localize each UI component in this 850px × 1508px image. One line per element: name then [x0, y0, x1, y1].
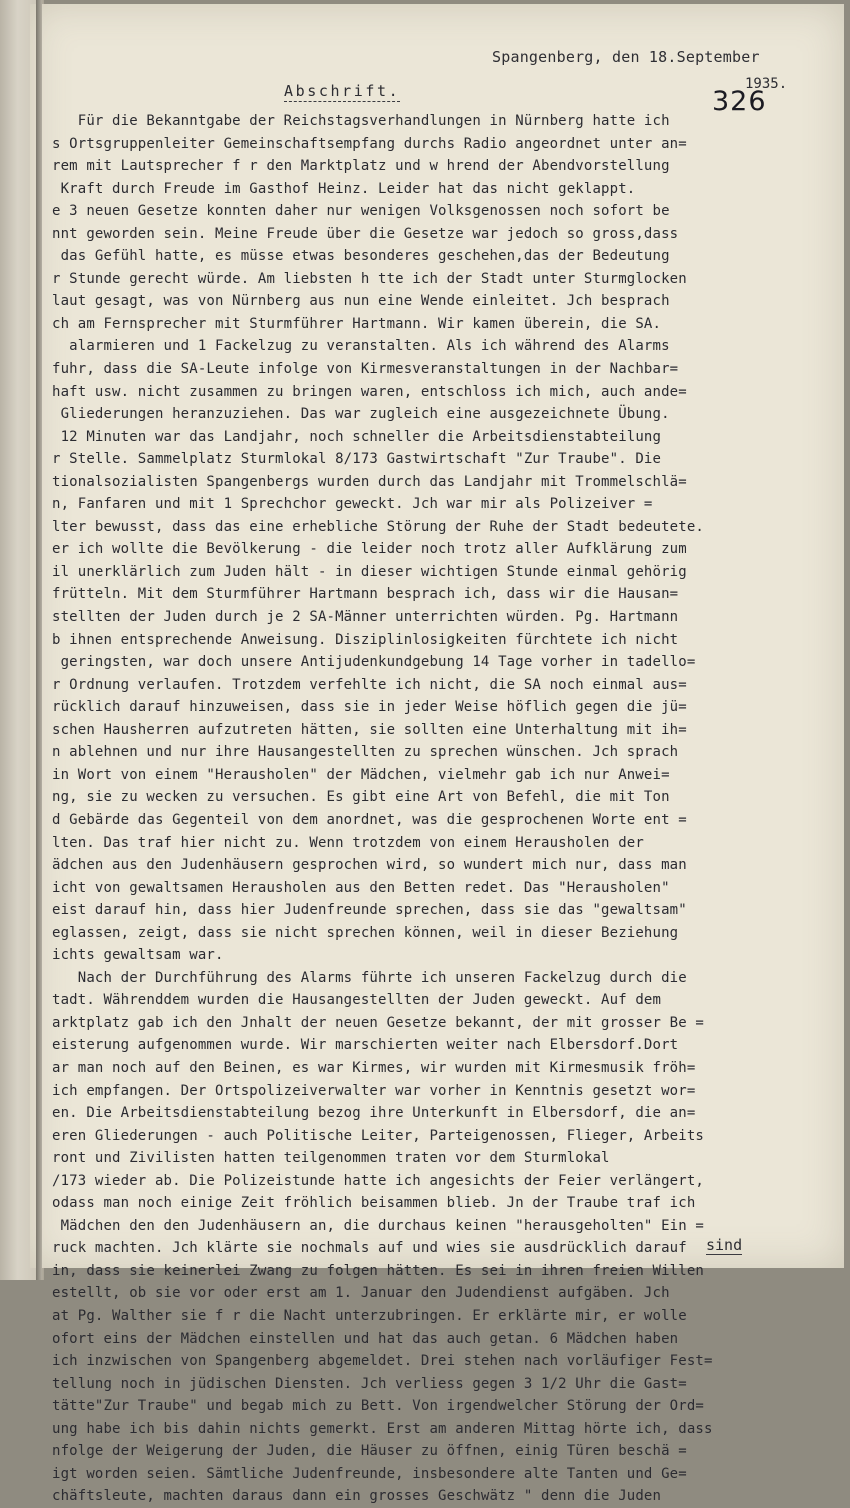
binding-strip	[36, 0, 42, 1280]
text-line: Kraft durch Freude im Gasthof Heinz. Leider hat das nicht geklappt.	[52, 180, 636, 197]
text-line: e 3 neuen Gesetze konnten daher nur wenigen Volksgenossen noch sofort be	[52, 203, 670, 220]
text-line: Gliederungen heranzuziehen. Das war zugleich eine ausgezeichnete Übung.	[52, 406, 670, 423]
text-line: s Ortsgruppenleiter Gemeinschaftsempfang durchs Radio angeordnet unter an=	[52, 135, 687, 152]
text-line: geringsten, war doch unsere Antijudenkundgebung 14 Tage vorher in tadello=	[52, 654, 696, 671]
text-line: ar man noch auf den Beinen, es war Kirmes, wir wurden mit Kirmesmusik fröh=	[52, 1059, 696, 1076]
text-line: tadt. Währenddem wurden die Hausangestellten der Juden geweckt. Auf dem	[52, 992, 662, 1009]
text-line: tätte"Zur Traube" und begab mich zu Bett. Von irgendwelcher Störung der Ord=	[52, 1398, 704, 1415]
year: 1935.	[745, 76, 788, 92]
text-line: eglassen, zeigt, dass sie nicht sprechen können, weil in dieser Beziehung	[52, 924, 679, 941]
text-line: Mädchen den den Judenhäusern an, die durchaus keinen "herausgeholten" Ein =	[52, 1217, 704, 1234]
text-line: ch am Fernsprecher mit Sturmführer Hartmann. Wir kamen überein, die SA.	[52, 315, 662, 332]
text-line: ädchen aus den Judenhäusern gesprochen wird, so wundert mich nur, dass man	[52, 857, 687, 874]
text-line: ofort eins der Mädchen einstellen und hat das auch getan. 6 Mädchen haben	[52, 1330, 679, 1347]
text-line: ung habe ich bis dahin nichts gemerkt. Erst am anderen Mittag hörte ich, dass	[52, 1420, 713, 1437]
text-line: haft usw. nicht zusammen zu bringen waren, entschloss ich mich, auch ande=	[52, 383, 687, 400]
text-line: n ablehnen und nur ihre Hausangestellten zu sprechen wünschen. Jch sprach	[52, 744, 679, 761]
text-line: ich inzwischen von Spangenberg abgemeldet. Drei stehen nach vorläufiger Fest=	[52, 1353, 713, 1370]
text-line: r Stelle. Sammelplatz Sturmlokal 8/173 Gastwirtschaft "Zur Traube". Die	[52, 451, 662, 468]
text-line: /173 wieder ab. Die Polizeistunde hatte ich angesichts der Feier verlängert,	[52, 1172, 704, 1189]
text-line: arktplatz gab ich den Jnhalt der neuen Gesetze bekannt, der mit grosser Be =	[52, 1014, 704, 1031]
body-text	[52, 110, 836, 1508]
catchword: sind	[706, 1236, 743, 1254]
text-line: in, dass sie keinerlei Zwang zu folgen hätten. Es sei in ihren freien Willen	[52, 1262, 704, 1279]
text-line: r Stunde gerecht würde. Am liebsten h tte ich der Stadt unter Sturmglocken	[52, 270, 687, 287]
text-line: ruck machten. Jch klärte sie nochmals auf und wies sie ausdrücklich darauf	[52, 1240, 687, 1257]
text-line: laut gesagt, was von Nürnberg aus nun eine Wende einleitet. Jch besprach	[52, 293, 670, 310]
text-line: at Pg. Walther sie f r die Nacht unterzubringen. Er erklärte mir, er wolle	[52, 1307, 687, 1324]
text-line: b ihnen entsprechende Anweisung. Disziplinlosigkeiten fürchtete ich nicht	[52, 631, 679, 648]
text-line: estellt, ob sie vor oder erst am 1. Januar den Judendienst aufgäben. Jch	[52, 1285, 670, 1302]
text-line: n, Fanfaren und mit 1 Sprechchor geweckt. Jch war mir als Polizeiver =	[52, 496, 653, 513]
text-line: schen Hausherren aufzutreten hätten, sie sollten eine Unterhaltung mit ih=	[52, 721, 687, 738]
text-line: odass man noch einige Zeit fröhlich beisammen blieb. Jn der Traube traf ich	[52, 1195, 696, 1212]
text-line: ront und Zivilisten hatten teilgenommen traten vor dem Sturmlokal	[52, 1150, 610, 1167]
text-line: lter bewusst, dass das eine erhebliche Störung der Ruhe der Stadt bedeutete.	[52, 518, 704, 535]
text-line: stellten der Juden durch je 2 SA-Männer unterrichten würden. Pg. Hartmann	[52, 609, 679, 626]
text-line: er ich wollte die Bevölkerung - die leider noch trotz aller Aufklärung zum	[52, 541, 687, 558]
document-title: Abschrift.	[284, 82, 401, 100]
text-line: eisterung aufgenommen wurde. Wir marschierten weiter nach Elbersdorf.Dort	[52, 1037, 679, 1054]
text-line: nfolge der Weigerung der Juden, die Häuser zu öffnen, einig Türen beschä =	[52, 1443, 687, 1460]
text-line: in Wort von einem "Herausholen" der Mädchen, vielmehr gab ich nur Anwei=	[52, 766, 670, 783]
text-line: das Gefühl hatte, es müsse etwas besonderes geschehen,das der Bedeutung	[52, 248, 670, 265]
text-line: rem mit Lautsprecher f r den Marktplatz und w hrend der Abendvorstellung	[52, 158, 670, 175]
text-line: r Ordnung verlaufen. Trotzdem verfehlte ich nicht, die SA noch einmal aus=	[52, 676, 687, 693]
text-line: 12 Minuten war das Landjahr, noch schneller die Arbeitsdienstabteilung	[52, 428, 662, 445]
text-line: en. Die Arbeitsdienstabteilung bezog ihre Unterkunft in Elbersdorf, die an=	[52, 1105, 696, 1122]
text-line: eren Gliederungen - auch Politische Leiter, Parteigenossen, Flieger, Arbeits	[52, 1127, 704, 1144]
text-line: d Gebärde das Gegenteil von dem anordnet, was die gesprochenen Worte ent =	[52, 811, 687, 828]
text-line: fuhr, dass die SA-Leute infolge von Kirmesveranstaltungen in der Nachbar=	[52, 361, 679, 378]
text-line: frütteln. Mit dem Sturmführer Hartmann besprach ich, dass wir die Hausan=	[52, 586, 679, 603]
text-line: Für die Bekanntgabe der Reichstagsverhandlungen in Nürnberg hatte ich	[52, 113, 670, 129]
place-date: Spangenberg, den 18.September	[492, 48, 760, 66]
text-line: tellung noch in jüdischen Diensten. Jch verliess gegen 3 1/2 Uhr die Gast=	[52, 1375, 687, 1392]
text-line: alarmieren und 1 Fackelzug zu veranstalten. Als ich während des Alarms	[52, 338, 670, 355]
text-line: icht von gewaltsamen Herausholen aus den Betten redet. Das "Herausholen"	[52, 879, 670, 896]
text-line: nnt geworden sein. Meine Freude über die Gesetze war jedoch so gross,dass	[52, 225, 679, 242]
handwritten-page-number: 326	[712, 86, 767, 117]
text-line: Nach der Durchführung des Alarms führte ich unseren Fackelzug durch die	[52, 969, 687, 986]
text-line: tionalsozialisten Spangenbergs wurden durch das Landjahr mit Trommelschlä=	[52, 473, 687, 490]
text-line: igt worden seien. Sämtliche Judenfreunde, insbesondere alte Tanten und Ge=	[52, 1465, 687, 1482]
text-line: ng, sie zu wecken zu versuchen. Es gibt eine Art von Befehl, die mit Ton	[52, 789, 670, 806]
text-line: rücklich darauf hinzuweisen, dass sie in jeder Weise höflich gegen die jü=	[52, 699, 687, 716]
text-line: chäftsleute, machten daraus dann ein grosses Geschwätz " denn die Juden	[52, 1488, 662, 1505]
text-line: ichts gewaltsam war.	[52, 947, 224, 964]
text-line: ich empfangen. Der Ortspolizeiverwalter war vorher in Kenntnis gesetzt wor=	[52, 1082, 696, 1099]
text-line: il unerklärlich zum Juden hält - in dieser wichtigen Stunde einmal gehörig	[52, 563, 687, 580]
text-line: lten. Das traf hier nicht zu. Wenn trotzdem von einem Herausholen der	[52, 834, 644, 851]
text-line: eist darauf hin, dass hier Judenfreunde sprechen, dass sie das "gewaltsam"	[52, 902, 687, 919]
